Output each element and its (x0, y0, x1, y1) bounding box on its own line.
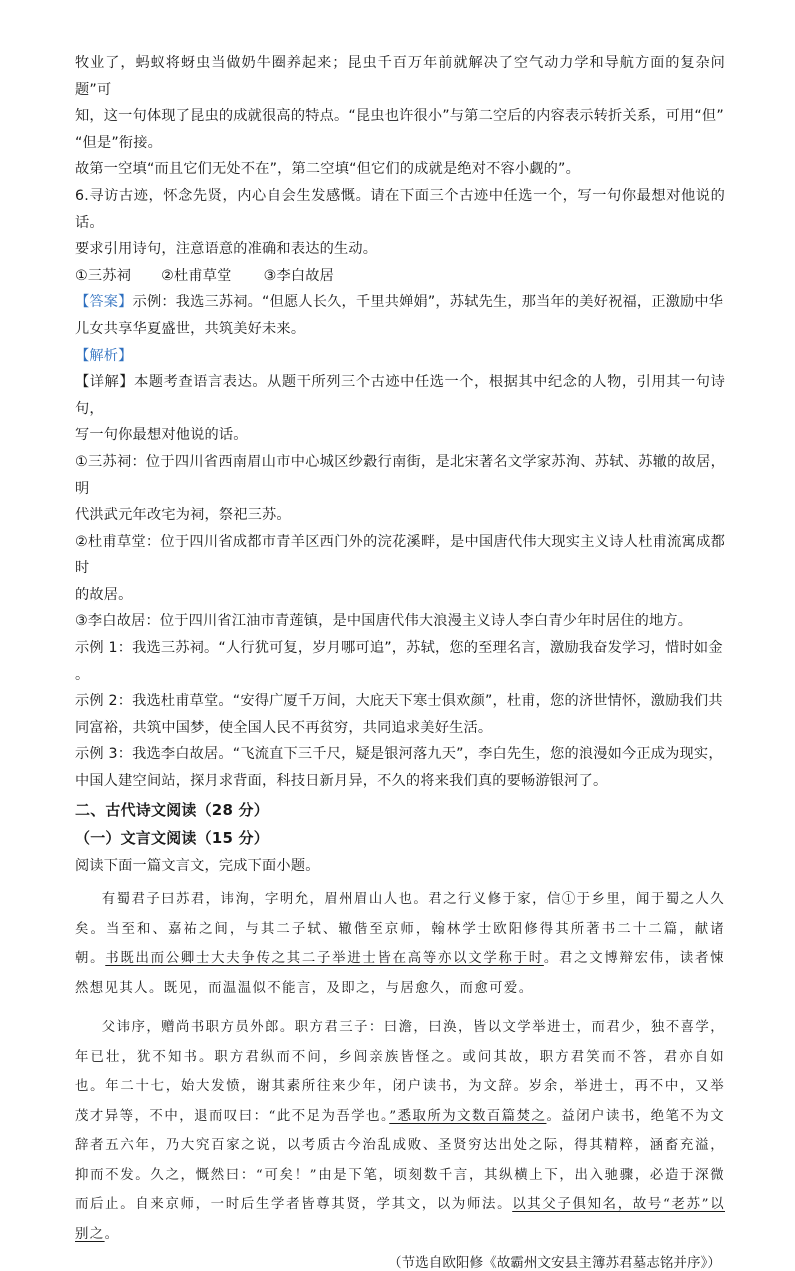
question-6-line: 6.寻访古迹，怀念先贤，内心自会生发感慨。请在下面三个古迹中任选一个，写一句你最想对他说的话。 (75, 187, 725, 231)
answer-line: 儿女共享华夏盛世，共筑美好未来。 (75, 320, 306, 337)
detail-line: 代洪武元年改宅为祠，祭祀三苏。 (75, 507, 291, 524)
analysis-line (75, 343, 725, 370)
analysis-tag: 【解析】 (75, 347, 133, 364)
detail-line (75, 369, 725, 422)
example-line: 示例 1：我选三苏祠。“人行犹可复，岁月哪可追”，苏轼，您的至理名言，激励我奋发学习，惜时如金 (75, 640, 723, 657)
detail-tag: 【详解】 (75, 374, 135, 391)
annotation-marker: ① (561, 892, 577, 908)
detail-line: 写一句你最想对他说的话。 (75, 427, 248, 444)
text-line: 故第一空填“而且它们无处不在”，第二空填“但它们的成就是绝对不容小觑的”。 (75, 161, 580, 178)
section-heading: 二、古代诗文阅读（28 分） (75, 800, 269, 819)
detail-line: ③李白故居：位于四川省江油市青莲镇，是中国唐代伟大浪漫主义诗人李白青少年时居住的地方。 (75, 613, 693, 630)
options-row (75, 263, 725, 290)
detail-text: 本题考查语言表达。从题干所列三个古迹中任选一个，根据其中纪念的人物，引用其一句诗句， (75, 374, 725, 417)
answer-line (75, 289, 725, 316)
option-1: ①三苏祠 (75, 267, 132, 284)
subsection-heading: （一）文言文阅读（15 分） (75, 829, 269, 848)
option-2: ②杜甫草堂 (161, 267, 232, 284)
detail-line: ②杜甫草堂：位于四川省成都市青羊区西门外的浣花溪畔，是中国唐代伟大现实主义诗人杜甫流寓成都时 (75, 533, 725, 577)
detail-line: ①三苏祠：位于四川省西南眉山市中心城区纱縠行南街，是北宋著名文学家苏洵、苏轼、苏辙的故居，明 (75, 453, 725, 497)
answer-text: 示例：我选三苏祠。“但愿人长久，千里共婵娟”，苏轼先生，那当年的美好祝福，正激励中华 (132, 294, 724, 311)
source-citation: （节选自欧阳修《故霸州文安县主簿苏君墓志铭并序》） (387, 1255, 721, 1271)
instruction: 阅读下面一篇文言文，完成下面小题。 (75, 857, 320, 874)
option-3: ③李白故居 (263, 267, 335, 284)
underlined-sentence: 书既出而公卿士大夫争传之其二子举进士皆在高等亦以文学称于时 (105, 951, 544, 967)
example-line: 。 (75, 666, 90, 683)
detail-line: 的故居。 (75, 586, 133, 603)
passage-paragraph: 父讳序，赠尚书职方员外郎。职方君三子：曰澹，曰涣，皆以文学举进士，而君少，独不喜学，年已壮，犹不知书。职方君纵而不问，乡闾亲族皆怪之。或问其故，职方君笑而不答，君亦自如也。年二十七，始大发愤，谢其素所往来少年，闭户读书，为文辞。岁余，举进士，再不中，又举茂才异等，不中，退而叹曰：“此不足为吾学也。”悉取所为文数百篇焚之。益闭户读书，绝笔不为文辞者五六年，乃大究百家之说，以考质古今治乱成败、圣贤穷达出处之际，得其精粹，涵畜充溢，抑而不发。久之，慨然曰：“可矣！”由是下笔，顷刻数千言，其纵横上下，出入驰骤，必造于深微而后止。自来京师，一时后生学者皆尊其贤，学其文，以为师法。以其父子俱知名，故号“老苏”以别之。 (75, 1020, 725, 1242)
document-page (75, 50, 725, 1271)
example-line: 同富裕，共筑中国梦，使全国人民不再贫穷，共同追求美好生活。 (75, 719, 493, 736)
passage-paragraph: 有蜀君子曰苏君，讳洵，字明允，眉州眉山人也。君之行义修于家，信①于乡里，闻于蜀之人久矣。当至和、嘉祐之间，与其二子轼、辙偕至京师，翰林学士欧阳修得其所著书二十二篇，献诸朝。书既出而公卿士大夫争传之其二子举进士皆在高等亦以文学称于时。君之文博辩宏伟，读者悚然想见其人。既见，而温温似不能言，及即之，与居愈久，而愈可爱。 (75, 892, 725, 996)
example-line: 示例 2：我选杜甫草堂。“安得广厦千万间，大庇天下寒士俱欢颜”，杜甫，您的济世情怀，激励我们共 (75, 693, 723, 710)
question-6-line: 要求引用诗句，注意语意的准确和表达的生动。 (75, 241, 378, 258)
example-line: 中国人建空间站，探月求背面，科技日新月异，不久的将来我们真的要畅游银河了。 (75, 773, 608, 790)
underlined-sentence: ”悉取所为文数百篇焚之 (389, 1108, 547, 1124)
text-line: 牧业了，蚂蚁将蚜虫当做奶牛圈养起来；昆虫千百万年前就解决了空气动力学和导航方面的复杂问题”可 (75, 55, 725, 98)
text-line: 知，这一句体现了昆虫的成就很高的特点。“昆虫也许很小”与第二空后的内容表示转折关系，可用“但” (75, 108, 724, 125)
example-line: 示例 3：我选李白故居。“飞流直下三千尺，疑是银河落九天”，李白先生，您的浪漫如今正成为现实， (75, 746, 723, 763)
text-line: “但是”衔接。 (75, 134, 163, 151)
underlined-sentence: 以其父子俱知名，故号“老苏”以别之 (75, 1197, 725, 1242)
answer-tag: 【答案】 (75, 294, 133, 311)
